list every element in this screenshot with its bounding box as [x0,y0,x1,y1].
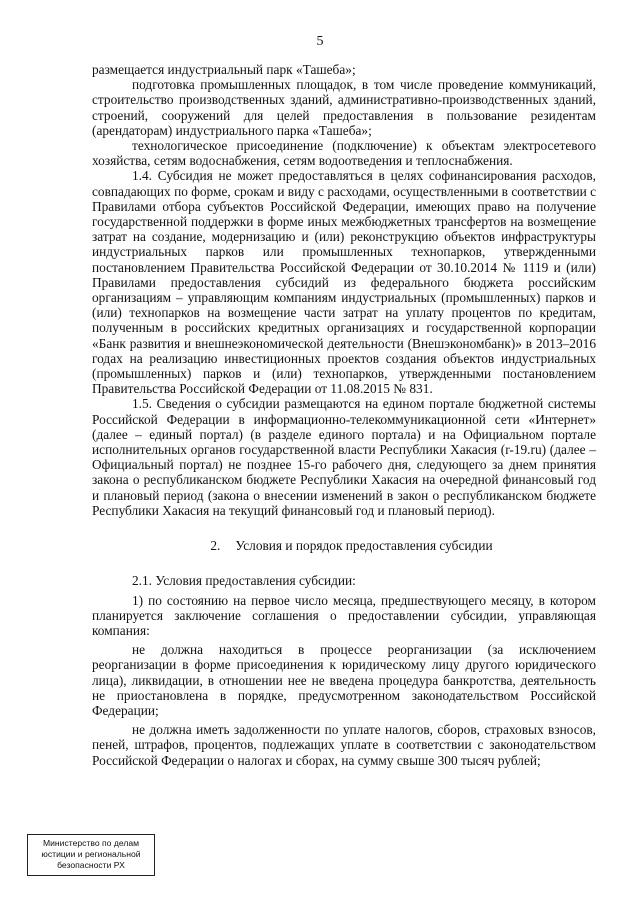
registration-stamp [27,834,155,876]
paragraph: не должна иметь задолженности по уплате налогов, сборов, страховых взносов, пеней, штрафов, процентов, подлежащих уплате в соответствии с законодательством Российской Федерации о налогах и сборах, на сумму свыше 300 тысяч рублей; [92,722,596,768]
page-number: 5 [316,34,324,49]
paragraph: не должна находиться в процессе реорганизации (за исключением реорганизации в форме присоединения к юридическому лицу другого юридического лица), ликвидации, в отношении нее не введена процедура банкротства, деятельность не приостановлена в порядке, предусмотренном законодательством Российской Федерации; [92,642,596,718]
stamp-line: юстиции и региональной [41,849,141,859]
section-number: 2. [210,538,221,554]
paragraph: подготовка промышленных площадок, в том числе проведение коммуникаций, строительство производственных зданий, административно-производственных зданий, строений, сооружений для целей предоставления в пользование резидентам (арендаторам) индустриального парка «Ташеба»; [92,77,596,138]
paragraph: размещается индустриальный парк «Ташеба»; [92,62,356,77]
stamp-line: безопасности РХ [57,860,125,870]
paragraph-1-5: 1.5. Сведения о субсидии размещаются на едином портале бюджетной системы Российской Федерации в информационно-телекоммуникационной сети «Интернет» (далее – единый портал) (в разделе единого портала) и на Официальном портале исполнительных органов государственной власти Республики Хакасия (r-19.ru) (далее – Официальный портал) не позднее 15-го рабочего дня, следующего за днем принятия закона о республиканском бюджете Республики Хакасия на очередной финансовый год и плановый период (закона о внесении изменений в закон о республиканском бюджете Республики Хакасия на текущий финансовый год и плановый период). [92,396,596,518]
paragraph-1-4: 1.4. Субсидия не может предоставляться в целях софинансирования расходов, совпадающих по форме, срокам и виду с расходами, осуществленными в соответствии с Правилами отбора субъектов Российской Федерации, имеющих право на получение государственной поддержки в форме иных межбюджетных трансфертов на возмещение затрат на создание, модернизацию и (или) реконструкцию объектов инфраструктуры индустриальных парков или промышленных технопарков, утвержденными постановлением Правительства Российской Федерации от 30.10.2014 № 1119 и (или) Правилами предоставления субсидий из федерального бюджета российским организациям – управляющим компаниям индустриальных (промышленных) парков и (или) технопарков на возмещение части затрат на уплату процентов по кредитам, полученным в российских кредитных организациях и государственной корпорации «Банк развития и внешнеэкономической деятельности (Внешэкономбанк)» в 2013–2016 годах на реализацию инвестиционных проектов создания объектов индустриальных (промышленных) парков и (или) технопарков, утвержденными постановлением Правительства Российской Федерации от 11.08.2015 № 831. [92,168,596,397]
section-heading [92,538,596,553]
stamp-line: Министерство по делам [42,838,140,848]
paragraph: технологическое присоединение (подключение) к объектам электросетевого хозяйства, сетям водоснабжения, сетям водоотведения и теплоснабжения. [92,138,596,169]
section-title: Условия и порядок предоставления субсидии [235,538,493,554]
paragraph: 1) по состоянию на первое число месяца, предшествующего месяцу, в котором планируется заключение соглашения о предоставлении субсидии, управляющая компания: [92,592,596,638]
paragraph-2-1: 2.1. Условия предоставления субсидии: [132,573,356,589]
document-body [92,62,596,768]
